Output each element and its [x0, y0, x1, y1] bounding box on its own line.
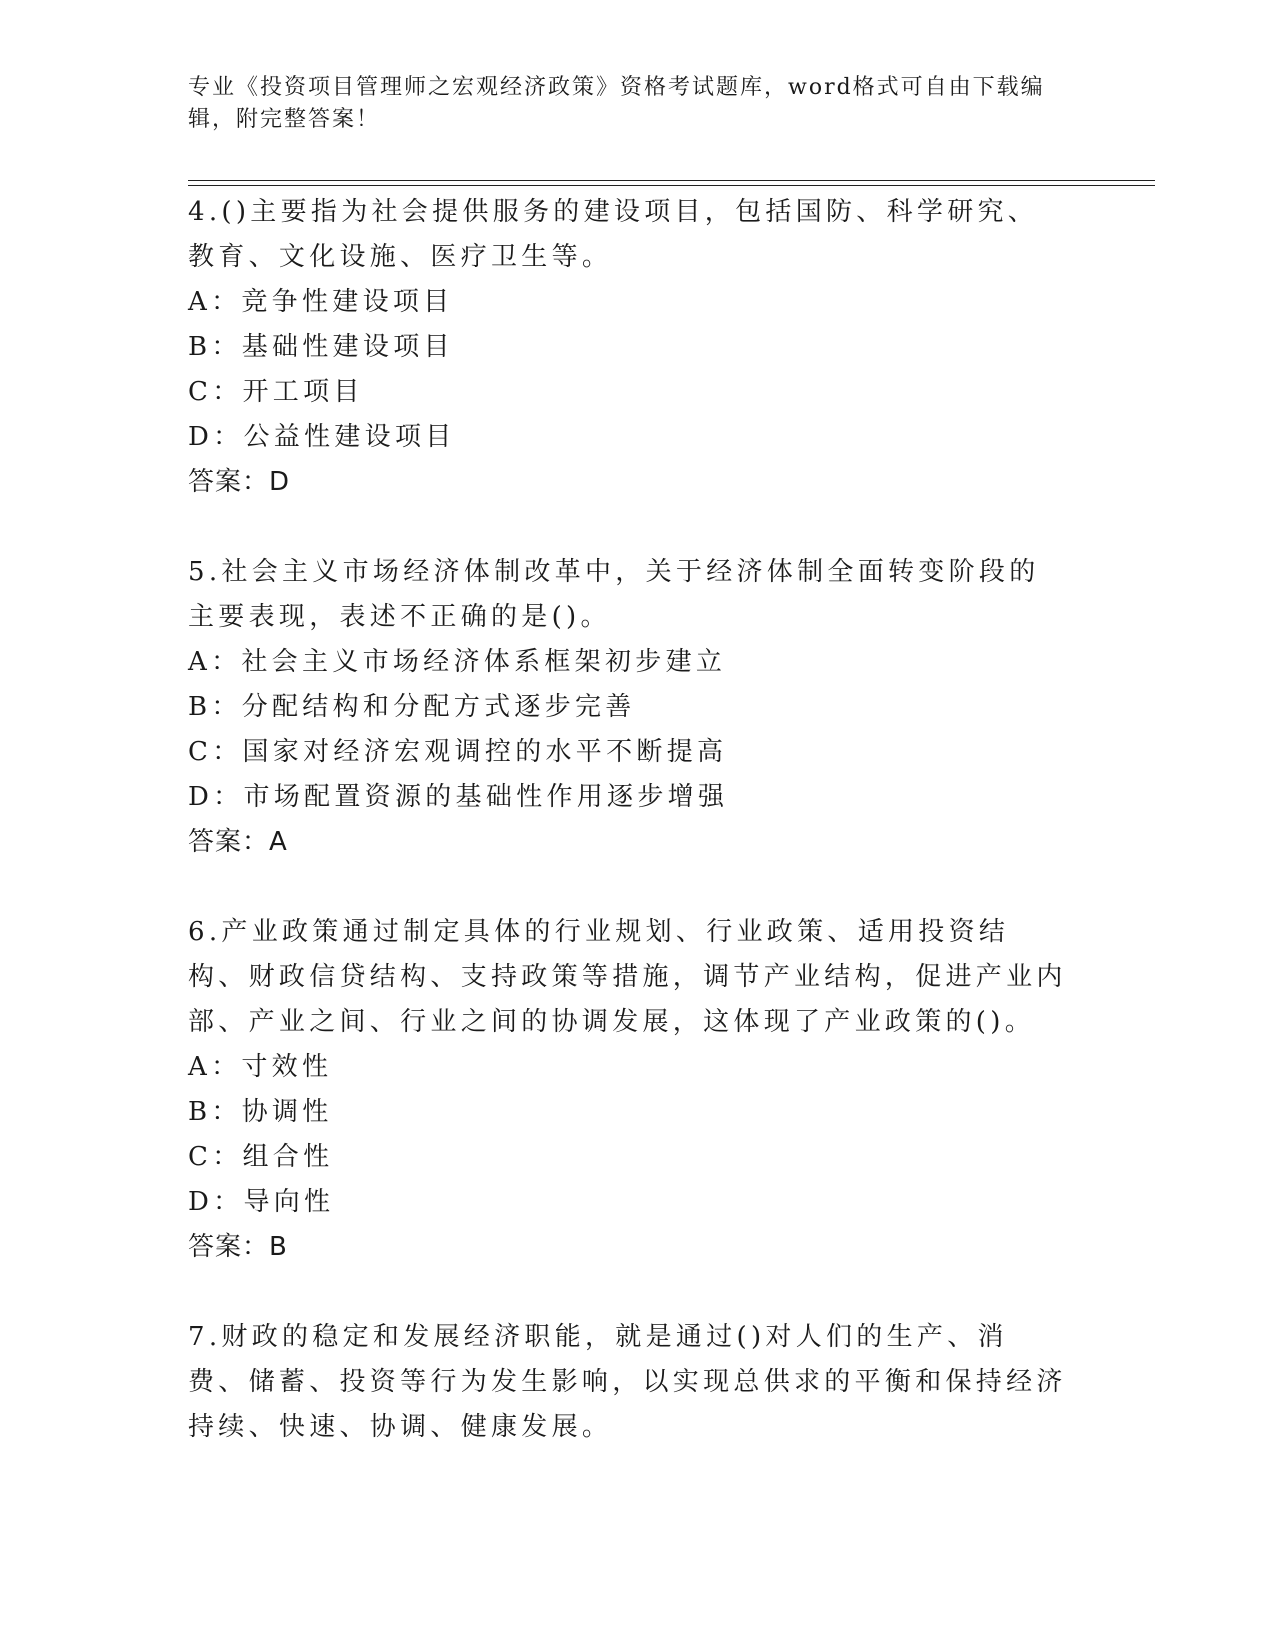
option-b: B：协调性: [188, 1097, 333, 1127]
question-5: [188, 550, 1068, 865]
question-stem: 6.产业政策通过制定具体的行业规划、行业政策、适用投资结构、财政信贷结构、支持政策等措施，调节产业结构，促进产业内部、产业之间、行业之间的协调发展，这体现了产业政策的()。: [188, 917, 1067, 1037]
option-a: A：寸效性: [188, 1052, 333, 1082]
question-7: [188, 1315, 1068, 1450]
option-c: C：国家对经济宏观调控的水平不断提高: [188, 737, 728, 767]
option-a: A：竞争性建设项目: [188, 287, 454, 317]
question-4: [188, 190, 1068, 505]
option-d: D：公益性建设项目: [188, 422, 456, 452]
question-stem: 4.()主要指为社会提供服务的建设项目，包括国防、科学研究、教育、文化设施、医疗卫生等。: [188, 197, 1039, 272]
question-6: [188, 910, 1068, 1270]
option-a: A：社会主义市场经济体系框架初步建立: [188, 647, 727, 677]
header-divider-bottom: [188, 185, 1155, 186]
document-header: 专业《投资项目管理师之宏观经济政策》资格考试题库，word格式可自由下载编辑，附完整答案！: [188, 75, 1045, 132]
option-b: B：基础性建设项目: [188, 332, 454, 362]
question-stem: 7.财政的稳定和发展经济职能，就是通过()对人们的生产、消费、储蓄、投资等行为发生影响，以实现总供求的平衡和保持经济持续、快速、协调、健康发展。: [188, 1322, 1067, 1442]
answer: 答案：D: [188, 467, 291, 497]
question-list: [188, 190, 1068, 1495]
header-divider-top: [188, 180, 1155, 181]
answer: 答案：B: [188, 1232, 288, 1262]
option-c: C：组合性: [188, 1142, 334, 1172]
option-d: D：导向性: [188, 1187, 335, 1217]
option-b: B：分配结构和分配方式逐步完善: [188, 692, 636, 722]
option-c: C：开工项目: [188, 377, 364, 407]
option-d: D：市场配置资源的基础性作用逐步增强: [188, 782, 729, 812]
answer: 答案：A: [188, 827, 288, 857]
question-stem: 5.社会主义市场经济体制改革中，关于经济体制全面转变阶段的主要表现，表述不正确的是()。: [188, 557, 1040, 632]
